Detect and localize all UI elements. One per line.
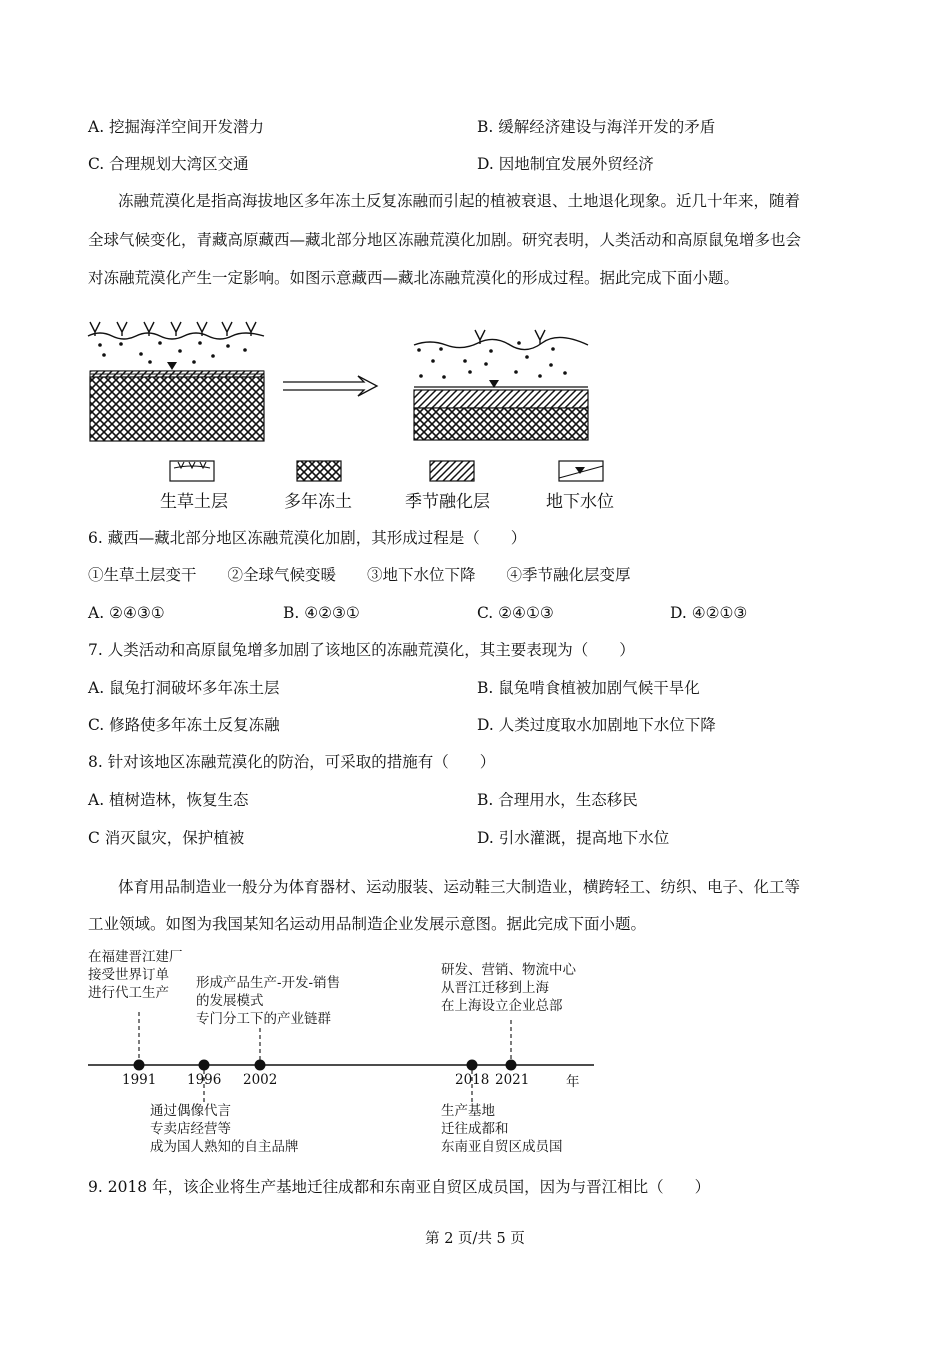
- passage1-line-3: 对冻融荒漠化产生一定影响。如图示意藏西—藏北冻融荒漠化的形成过程。据此完成下面小题。: [88, 269, 740, 287]
- q7-option-b: B. 鼠兔啃食植被加剧气候干旱化: [477, 679, 700, 697]
- year-1996: 1996: [187, 1072, 222, 1088]
- passage2-line-1: 体育用品制造业一般分为体育器材、运动服装、运动鞋三大制造业，横跨轻工、纺织、电子、化工等: [118, 878, 801, 896]
- q5-option-d: D. 因地制宜发展外贸经济: [477, 155, 654, 173]
- q6-option-d: D. ④②①③: [670, 604, 748, 622]
- legend-label-water-table: 地下水位: [546, 492, 614, 512]
- q6-items: ①生草土层变干 ②全球气候变暖 ③地下水位下降 ④季节融化层变厚: [88, 566, 631, 584]
- q5-option-a: A. 挖掘海洋空间开发潜力: [88, 118, 265, 136]
- passage1-line-2: 全球气候变化，青藏高原藏西—藏北部分地区冻融荒漠化加剧。研究表明，人类活动和高原鼠兔增多也会: [88, 231, 802, 249]
- timeline-point-2018: [467, 1060, 478, 1071]
- passage2-line-2: 工业领域。如图为我国某知名运动用品制造企业发展示意图。据此完成下面小题。: [88, 915, 647, 933]
- q8-option-b: B. 合理用水，生态移民: [477, 791, 638, 809]
- q7-option-a: A. 鼠兔打洞破坏多年冻土层: [88, 679, 280, 697]
- timeline-point-2002: [255, 1060, 266, 1071]
- event-2002: 形成产品生产-开发-销售 的发展模式 专门分工下的产业链群: [196, 975, 341, 1027]
- event-1991: 在福建晋江建厂 接受世界订单 进行代工生产: [88, 949, 183, 1001]
- q6-option-c: C. ②④①③: [477, 604, 554, 622]
- q8-option-c: C 消灭鼠灾，保护植被: [88, 829, 245, 847]
- year-2018: 2018: [455, 1072, 490, 1088]
- q8-option-a: A. 植树造林，恢复生态: [88, 791, 249, 809]
- q5-option-b: B. 缓解经济建设与海洋开发的矛盾: [477, 118, 716, 136]
- page-footer: 第 2 页/共 5 页: [425, 1231, 525, 1247]
- axis-unit: 年: [566, 1074, 580, 1090]
- q8-stem: 8. 针对该地区冻融荒漠化的防治，可采取的措施有（ ）: [88, 753, 496, 771]
- q7-option-c: C. 修路使多年冻土反复冻融: [88, 716, 280, 734]
- year-1991: 1991: [122, 1072, 157, 1088]
- year-2021: 2021: [495, 1072, 530, 1088]
- q8-option-d: D. 引水灌溉，提高地下水位: [477, 829, 670, 847]
- legend-label-sod-layer: 生草土层: [160, 492, 228, 512]
- q7-option-d: D. 人类过度取水加剧地下水位下降: [477, 716, 716, 734]
- event-2018: 生产基地 迁往成都和 东南亚自贸区成员国: [441, 1103, 563, 1155]
- q5-option-c: C. 合理规划大湾区交通: [88, 155, 249, 173]
- timeline-point-2021: [506, 1060, 517, 1071]
- year-2002: 2002: [243, 1072, 278, 1088]
- q6-option-b: B. ④②③①: [283, 604, 360, 622]
- q7-stem: 7. 人类活动和高原鼠兔增多加剧了该地区的冻融荒漠化，其主要表现为（ ）: [88, 641, 635, 659]
- q9-stem: 9. 2018 年，该企业将生产基地迁往成都和东南亚自贸区成员国，因为与晋江相比（ ）: [88, 1178, 711, 1196]
- timeline-point-1996: [199, 1060, 210, 1071]
- passage1-line-1: 冻融荒漠化是指高海拔地区多年冻土反复冻融而引起的植被衰退、土地退化现象。近几十年来，随着: [118, 192, 801, 210]
- q6-option-a: A. ②④③①: [88, 604, 165, 622]
- q6-stem: 6. 藏西—藏北部分地区冻融荒漠化加剧，其形成过程是（ ）: [88, 529, 527, 547]
- event-2021: 研发、营销、物流中心 从晋江迁移到上海 在上海设立企业总部: [441, 962, 576, 1014]
- event-1996: 通过偶像代言 专卖店经营等 成为国人熟知的自主品牌: [150, 1103, 299, 1155]
- legend-label-seasonal-thaw: 季节融化层: [405, 492, 490, 512]
- legend-label-permafrost: 多年冻土: [284, 492, 352, 512]
- timeline-point-1991: [134, 1060, 145, 1071]
